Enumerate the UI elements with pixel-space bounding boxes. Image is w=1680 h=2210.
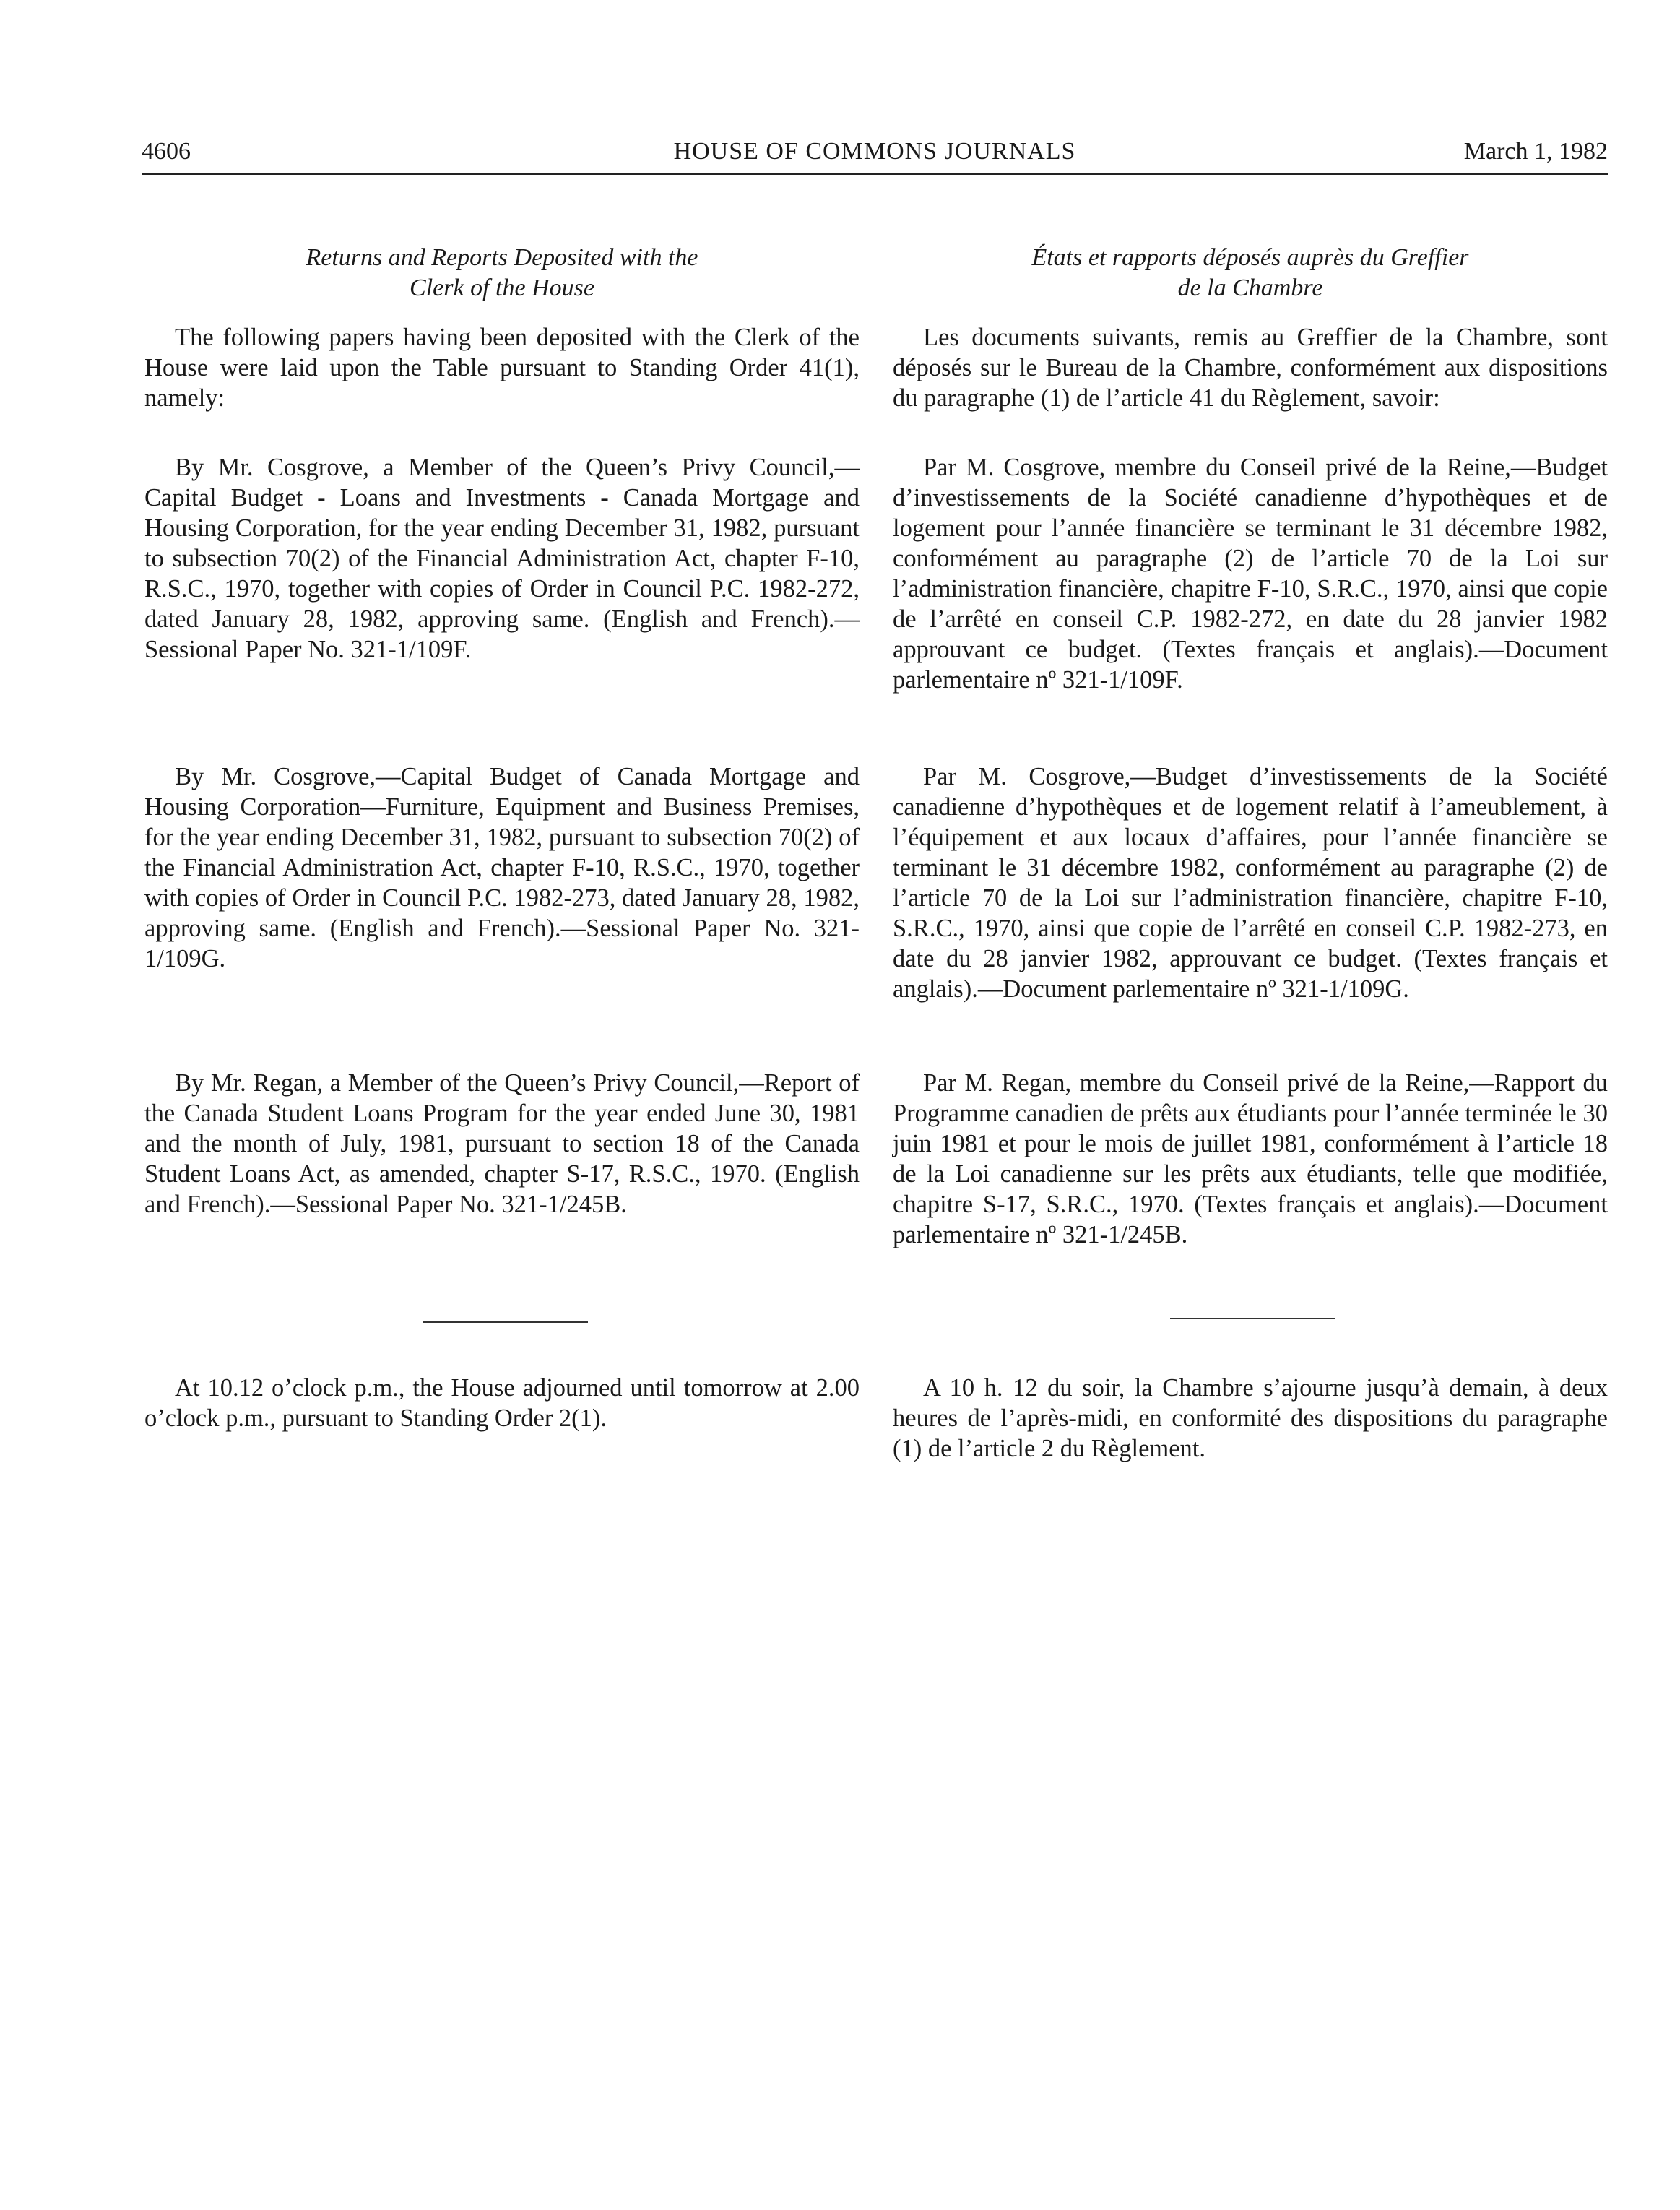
english-item-1: By Mr. Cosgrove, a Member of the Queen’s Privy Council,—Capital Budget - Loans and Investments - Canada Mortgage and Housing Corporation, for the year ending December 31, 1982, pursuant to subsection 70(2) of the Financial Administration Act, chapter F-10, R.S.C., 1970, together with copies of Order in Council P.C. 1982-272, dated January 28, 1982, approving same. (English and French).—Sessional Paper No. 321-1/109F. bbox=[144, 454, 860, 663]
page-header bbox=[142, 136, 1608, 175]
page-date: March 1, 1982 bbox=[1463, 138, 1608, 165]
english-adjournment: At 10.12 o’clock p.m., the House adjourned until tomorrow at 2.00 o’clock p.m., pursuant to Standing Order 2(1). bbox=[144, 1374, 860, 1432]
french-intro: Les documents suivants, remis au Greffier de la Chambre, sont déposés sur le Bureau de la Chambre, conformément aux dispositions du paragraphe (1) de l’article 41 du Règlement, savoir: bbox=[893, 324, 1608, 412]
french-section-heading bbox=[893, 243, 1608, 303]
header-rule bbox=[142, 173, 1608, 175]
english-item-3: By Mr. Regan, a Member of the Queen’s Privy Council,—Report of the Canada Student Loans Program for the year ended June 30, 1981 and the month of July, 1981, pursuant to section 18 of the Canada Student Loans Act, as amended, chapter S-17, R.S.C., 1970. (English and French).—Sessional Paper No. 321-1/245B. bbox=[144, 1069, 860, 1218]
english-section-heading bbox=[144, 243, 860, 303]
english-separator bbox=[423, 1321, 588, 1323]
french-separator bbox=[1170, 1318, 1335, 1319]
english-intro: The following papers having been deposited with the Clerk of the House were laid upon the Table pursuant to Standing Order 41(1), namely: bbox=[144, 324, 860, 412]
french-heading-line1: États et rapports déposés auprès du Greffier bbox=[1031, 244, 1469, 271]
french-adjournment: A 10 h. 12 du soir, la Chambre s’ajourne jusqu’à demain, à deux heures de l’après-midi, en conformité des dispositions du paragraphe (1) de l’article 2 du Règlement. bbox=[893, 1374, 1608, 1462]
french-item-1: Par M. Cosgrove, membre du Conseil privé de la Reine,—Budget d’investissements de la Société canadienne d’hypothèques et de logement pour l’année financière se terminant le 31 décembre 1982, conformément au paragraphe (2) de l’article 70 de la Loi sur l’administration financière, chapitre F-10, S.R.C., 1970, ainsi que copie de l’arrêté en conseil C.P. 1982-272, en date du 28 janvier 1982 approuvant ce budget. (Textes français et anglais).—Document parlementaire nº 321-1/109F. bbox=[893, 454, 1608, 694]
journal-title: HOUSE OF COMMONS JOURNALS bbox=[673, 138, 1076, 165]
english-column bbox=[144, 243, 860, 1432]
english-item-2: By Mr. Cosgrove,—Capital Budget of Canada Mortgage and Housing Corporation—Furniture, Equipment and Business Premises, for the year ending December 31, 1982, pursuant to subsection 70(2) of the Financial Administration Act, chapter F-10, R.S.C., 1970, together with copies of Order in Council P.C. 1982-273, dated January 28, 1982, approving same. (English and French).—Sessional Paper No. 321-1/109G. bbox=[144, 763, 860, 972]
page-number: 4606 bbox=[142, 138, 191, 165]
french-item-3: Par M. Regan, membre du Conseil privé de la Reine,—Rapport du Programme canadien de prêts aux étudiants pour l’année terminée le 30 juin 1981 et pour le mois de juillet 1981, conformément à l’article 18 de la Loi canadienne sur les prêts aux étudiants, telle que modifiée, chapitre S-17, S.R.C., 1970. (Textes français et anglais).—Document parlementaire nº 321-1/245B. bbox=[893, 1069, 1608, 1248]
french-column bbox=[893, 243, 1608, 1462]
english-heading-line2: Clerk of the House bbox=[410, 275, 594, 301]
french-item-2: Par M. Cosgrove,—Budget d’investissements de la Société canadienne d’hypothèques et de logement relatif à l’ameublement, à l’équipement et aux locaux d’affaires, pour l’année financière se terminant le 31 décembre 1982, conformément au paragraphe (2) de l’article 70 de la Loi sur l’administration financière, chapitre F-10, S.R.C., 1970, ainsi que copie de l’arrêté en conseil C.P. 1982-273, en date du 28 janvier 1982, approuvant ce budget. (Textes français et anglais).—Document parlementaire nº 321-1/109G. bbox=[893, 763, 1608, 1003]
french-heading-line2: de la Chambre bbox=[1177, 275, 1323, 301]
english-heading-line1: Returns and Reports Deposited with the bbox=[306, 244, 698, 271]
